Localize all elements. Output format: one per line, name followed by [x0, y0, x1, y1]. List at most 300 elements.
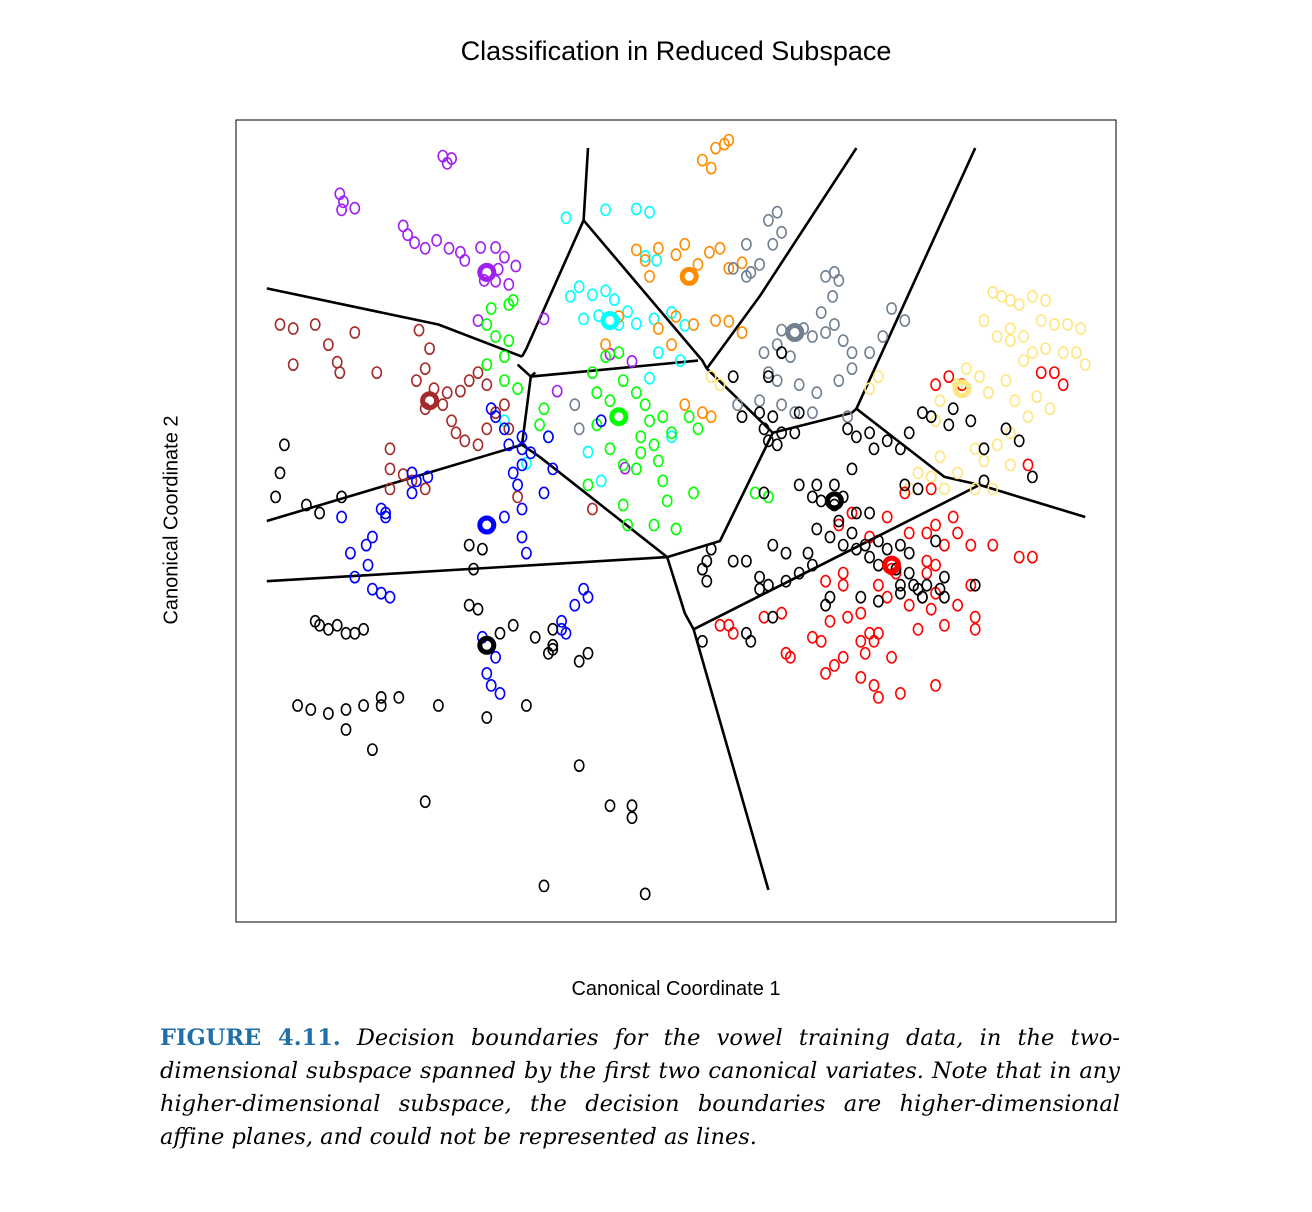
data-point	[733, 399, 742, 410]
class-centroid-5	[423, 394, 437, 408]
data-point	[821, 327, 830, 338]
data-point	[843, 423, 852, 434]
data-point	[1028, 291, 1037, 302]
class-centroid-4	[955, 382, 969, 396]
data-point	[289, 359, 298, 370]
data-point	[337, 204, 346, 215]
data-point	[705, 247, 714, 258]
data-point	[575, 656, 584, 667]
data-point	[1015, 299, 1024, 310]
data-point	[878, 331, 887, 342]
data-point	[394, 692, 403, 703]
data-point	[698, 636, 707, 647]
data-point	[927, 604, 936, 615]
data-point	[1072, 347, 1081, 358]
data-point	[887, 303, 896, 314]
data-point	[773, 375, 782, 386]
data-point	[425, 343, 434, 354]
data-point	[341, 704, 350, 715]
data-point	[755, 407, 764, 418]
data-point	[843, 612, 852, 623]
data-point	[482, 423, 491, 434]
data-point	[1041, 343, 1050, 354]
data-point	[385, 592, 394, 603]
data-point	[444, 243, 453, 254]
data-point	[658, 475, 667, 486]
data-point	[737, 257, 746, 268]
data-point	[636, 447, 645, 458]
data-point	[808, 491, 817, 502]
data-point	[896, 443, 905, 454]
data-point	[517, 531, 526, 542]
data-point	[808, 407, 817, 418]
data-point	[746, 636, 755, 647]
figure-caption	[160, 1022, 1120, 1154]
data-point	[979, 315, 988, 326]
data-point	[368, 584, 377, 595]
data-point	[984, 387, 993, 398]
class-centroids	[423, 265, 969, 652]
data-point	[500, 252, 509, 263]
data-point	[825, 616, 834, 627]
data-point	[1028, 471, 1037, 482]
data-point	[482, 359, 491, 370]
data-point	[949, 511, 958, 522]
class-centroid-8	[885, 558, 899, 572]
data-point	[821, 668, 830, 679]
data-point	[482, 379, 491, 390]
data-point	[1032, 391, 1041, 402]
data-point	[940, 592, 949, 603]
data-point	[931, 379, 940, 390]
data-point	[293, 700, 302, 711]
data-point	[645, 271, 654, 282]
data-point	[817, 495, 826, 506]
data-point	[979, 443, 988, 454]
data-point	[900, 315, 909, 326]
data-point	[777, 399, 786, 410]
data-point	[645, 415, 654, 426]
data-point	[473, 315, 482, 326]
decision-boundary-11	[980, 485, 1086, 517]
y-axis-label-text: Canonical Coordinate 2	[160, 415, 183, 625]
data-point	[1028, 347, 1037, 358]
data-point	[1059, 347, 1068, 358]
data-point	[377, 700, 386, 711]
data-point	[645, 207, 654, 218]
data-point	[575, 423, 584, 434]
data-point	[271, 491, 280, 502]
data-point	[874, 692, 883, 703]
data-point	[777, 608, 786, 619]
data-point	[869, 680, 878, 691]
data-point	[786, 351, 795, 362]
data-point	[385, 443, 394, 454]
data-point	[777, 347, 786, 358]
data-point	[852, 431, 861, 442]
data-point	[623, 306, 632, 317]
data-point	[561, 212, 570, 223]
data-point	[812, 479, 821, 490]
data-point	[399, 469, 408, 480]
data-point	[601, 204, 610, 215]
data-point	[693, 259, 702, 270]
data-point	[588, 503, 597, 514]
data-point	[531, 632, 540, 643]
data-point	[768, 411, 777, 422]
data-point	[341, 724, 350, 735]
data-point	[451, 427, 460, 438]
data-point	[737, 327, 746, 338]
data-point	[570, 399, 579, 410]
data-point	[359, 700, 368, 711]
class-centroid-9	[827, 494, 841, 508]
data-point	[940, 483, 949, 494]
data-point	[1001, 375, 1010, 386]
data-point	[513, 479, 522, 490]
data-point	[742, 556, 751, 567]
data-point	[583, 648, 592, 659]
data-point	[883, 544, 892, 555]
data-point	[447, 415, 456, 426]
data-point	[491, 652, 500, 663]
data-point	[432, 235, 441, 246]
data-point	[795, 479, 804, 490]
data-point	[337, 511, 346, 522]
data-point	[610, 294, 619, 305]
data-point	[641, 888, 650, 899]
data-point	[693, 423, 702, 434]
data-point	[777, 227, 786, 238]
data-point	[883, 511, 892, 522]
data-point	[579, 313, 588, 324]
data-point	[856, 608, 865, 619]
data-point	[465, 375, 474, 386]
data-point	[1023, 459, 1032, 470]
data-point	[905, 427, 914, 438]
data-point	[817, 307, 826, 318]
data-point	[1028, 552, 1037, 563]
data-point	[702, 576, 711, 587]
data-point	[632, 244, 641, 255]
chart-title: Classification in Reduced Subspace	[460, 36, 892, 66]
data-point	[579, 584, 588, 595]
data-point	[790, 427, 799, 438]
data-point	[949, 403, 958, 414]
data-point	[764, 215, 773, 226]
data-point	[755, 572, 764, 583]
data-point	[333, 357, 342, 368]
data-point	[385, 463, 394, 474]
data-point	[817, 636, 826, 647]
class-centroid-1	[603, 314, 617, 328]
data-point	[896, 580, 905, 591]
data-point	[847, 363, 856, 374]
data-point	[588, 367, 597, 378]
data-point	[517, 503, 526, 514]
figure-caption-text: Decision boundaries for the vowel training data, in the two-dimensional subspace spanned by the first two canonical variates. Note that in any higher-dimensional subspace, the decision boundaries are higher-dimensional affine planes, and could not be represented as lines.	[160, 1025, 1120, 1150]
data-point	[368, 744, 377, 755]
data-point	[476, 242, 485, 253]
data-point	[1037, 367, 1046, 378]
data-point	[583, 446, 592, 457]
data-point	[865, 347, 874, 358]
data-point	[544, 431, 553, 442]
data-point	[966, 415, 975, 426]
data-point	[632, 203, 641, 214]
data-point	[632, 318, 641, 329]
data-point	[363, 560, 372, 571]
data-point	[324, 708, 333, 719]
data-point	[535, 419, 544, 430]
data-point	[658, 411, 667, 422]
data-point	[839, 568, 848, 579]
data-point	[715, 243, 724, 254]
data-point	[500, 375, 509, 386]
data-point	[680, 320, 689, 331]
data-point	[456, 386, 465, 397]
data-point	[1076, 323, 1085, 334]
class-centroid-3	[788, 326, 802, 340]
data-point	[491, 242, 500, 253]
data-point	[839, 335, 848, 346]
data-point	[773, 207, 782, 218]
data-point	[711, 143, 720, 154]
data-point	[803, 548, 812, 559]
data-point	[865, 628, 874, 639]
decision-boundary-0	[584, 148, 588, 220]
data-point	[487, 303, 496, 314]
data-point	[940, 620, 949, 631]
data-point	[1045, 403, 1054, 414]
data-point	[856, 672, 865, 683]
decision-boundary-15	[667, 433, 773, 557]
data-point	[676, 355, 685, 366]
data-point	[539, 487, 548, 498]
decision-boundary-17	[667, 557, 693, 629]
data-point	[922, 580, 931, 591]
data-point	[971, 612, 980, 623]
data-point	[491, 331, 500, 342]
data-point	[407, 487, 416, 498]
data-point	[931, 560, 940, 571]
data-point	[1006, 323, 1015, 334]
data-point	[865, 552, 874, 563]
data-point	[966, 540, 975, 551]
data-point	[905, 568, 914, 579]
data-point	[828, 291, 837, 302]
data-point	[913, 483, 922, 494]
data-point	[905, 548, 914, 559]
data-point	[979, 475, 988, 486]
data-point	[605, 800, 614, 811]
data-point	[874, 580, 883, 591]
data-point	[997, 291, 1006, 302]
data-point	[588, 289, 597, 300]
decision-boundary-16	[267, 557, 667, 581]
data-point	[1006, 335, 1015, 346]
data-point	[500, 399, 509, 410]
data-point	[830, 267, 839, 278]
data-point	[465, 600, 474, 611]
data-point	[421, 796, 430, 807]
data-point	[698, 564, 707, 575]
data-point	[931, 519, 940, 530]
data-point	[605, 395, 614, 406]
data-point	[777, 427, 786, 438]
x-axis-label: Canonical Coordinate 1	[571, 978, 781, 1000]
data-point	[865, 427, 874, 438]
data-point	[636, 431, 645, 442]
data-point	[773, 439, 782, 450]
data-point	[825, 531, 834, 542]
data-point	[667, 339, 676, 350]
data-point	[861, 648, 870, 659]
data-point	[627, 812, 636, 823]
data-point	[654, 455, 663, 466]
data-point	[410, 237, 419, 248]
data-point	[434, 700, 443, 711]
data-point	[465, 540, 474, 551]
data-point	[511, 260, 520, 271]
data-point	[847, 463, 856, 474]
data-point	[333, 620, 342, 631]
data-point	[495, 688, 504, 699]
data-point	[275, 467, 284, 478]
data-point	[971, 624, 980, 635]
data-point	[715, 620, 724, 631]
data-point	[1015, 435, 1024, 446]
data-point	[583, 592, 592, 603]
data-point	[500, 511, 509, 522]
data-point	[362, 540, 371, 551]
data-point	[460, 255, 469, 266]
data-point	[988, 287, 997, 298]
data-point	[627, 800, 636, 811]
data-point	[1063, 319, 1072, 330]
data-point	[522, 700, 531, 711]
data-point	[592, 387, 601, 398]
data-point	[927, 483, 936, 494]
data-point	[887, 652, 896, 663]
data-points	[271, 135, 1090, 900]
data-point	[671, 249, 680, 260]
data-point	[781, 548, 790, 559]
data-point	[764, 580, 773, 591]
data-point	[962, 363, 971, 374]
data-point	[1019, 355, 1028, 366]
data-point	[583, 479, 592, 490]
data-point	[975, 371, 984, 382]
data-point	[689, 319, 698, 330]
data-point	[627, 356, 636, 367]
data-point	[460, 435, 469, 446]
data-point	[825, 592, 834, 603]
data-point	[438, 399, 447, 410]
data-point	[482, 668, 491, 679]
data-point	[575, 760, 584, 771]
data-point	[689, 487, 698, 498]
data-point	[504, 335, 513, 346]
data-point	[913, 467, 922, 478]
data-point	[553, 386, 562, 397]
data-point	[335, 367, 344, 378]
data-point	[482, 319, 491, 330]
data-point	[865, 507, 874, 518]
data-point	[729, 628, 738, 639]
data-point	[575, 281, 584, 292]
data-point	[755, 259, 764, 270]
data-point	[654, 243, 663, 254]
data-point	[280, 439, 289, 450]
data-point	[931, 680, 940, 691]
data-point	[1081, 359, 1090, 370]
data-point	[504, 279, 513, 290]
data-point	[601, 285, 610, 296]
data-point	[869, 636, 878, 647]
data-point	[412, 375, 421, 386]
data-point	[601, 339, 610, 350]
data-point	[614, 347, 623, 358]
data-point	[711, 315, 720, 326]
data-point	[953, 467, 962, 478]
data-point	[905, 600, 914, 611]
data-point	[548, 624, 557, 635]
data-point	[1023, 411, 1032, 422]
data-point	[619, 499, 628, 510]
data-point	[922, 556, 931, 567]
data-point	[275, 319, 284, 330]
data-point	[931, 535, 940, 546]
data-point	[979, 455, 988, 466]
data-point	[707, 411, 716, 422]
data-point	[821, 576, 830, 587]
data-point	[632, 387, 641, 398]
data-point	[918, 592, 927, 603]
decision-boundary-3	[267, 288, 522, 356]
data-point	[1059, 379, 1068, 390]
data-point	[663, 495, 672, 506]
data-point	[724, 316, 733, 327]
data-point	[940, 540, 949, 551]
data-point	[654, 323, 663, 334]
decision-boundary-10	[856, 409, 979, 485]
data-point	[927, 471, 936, 482]
data-point	[346, 548, 355, 559]
data-point	[869, 443, 878, 454]
data-point	[839, 580, 848, 591]
decision-boundary-13	[540, 457, 668, 557]
data-point	[883, 435, 892, 446]
plot-frame	[236, 120, 1116, 922]
data-point	[742, 628, 751, 639]
data-point	[570, 600, 579, 611]
decision-boundary-5	[531, 361, 698, 377]
data-point	[707, 163, 716, 174]
data-point	[755, 395, 764, 406]
data-point	[311, 319, 320, 330]
data-point	[905, 527, 914, 538]
data-point	[759, 612, 768, 623]
data-point	[443, 387, 452, 398]
data-point	[478, 544, 487, 555]
data-point	[847, 347, 856, 358]
data-point	[847, 527, 856, 538]
data-point	[812, 387, 821, 398]
class-centroid-0	[480, 265, 494, 279]
data-point	[495, 628, 504, 639]
data-point	[680, 399, 689, 410]
